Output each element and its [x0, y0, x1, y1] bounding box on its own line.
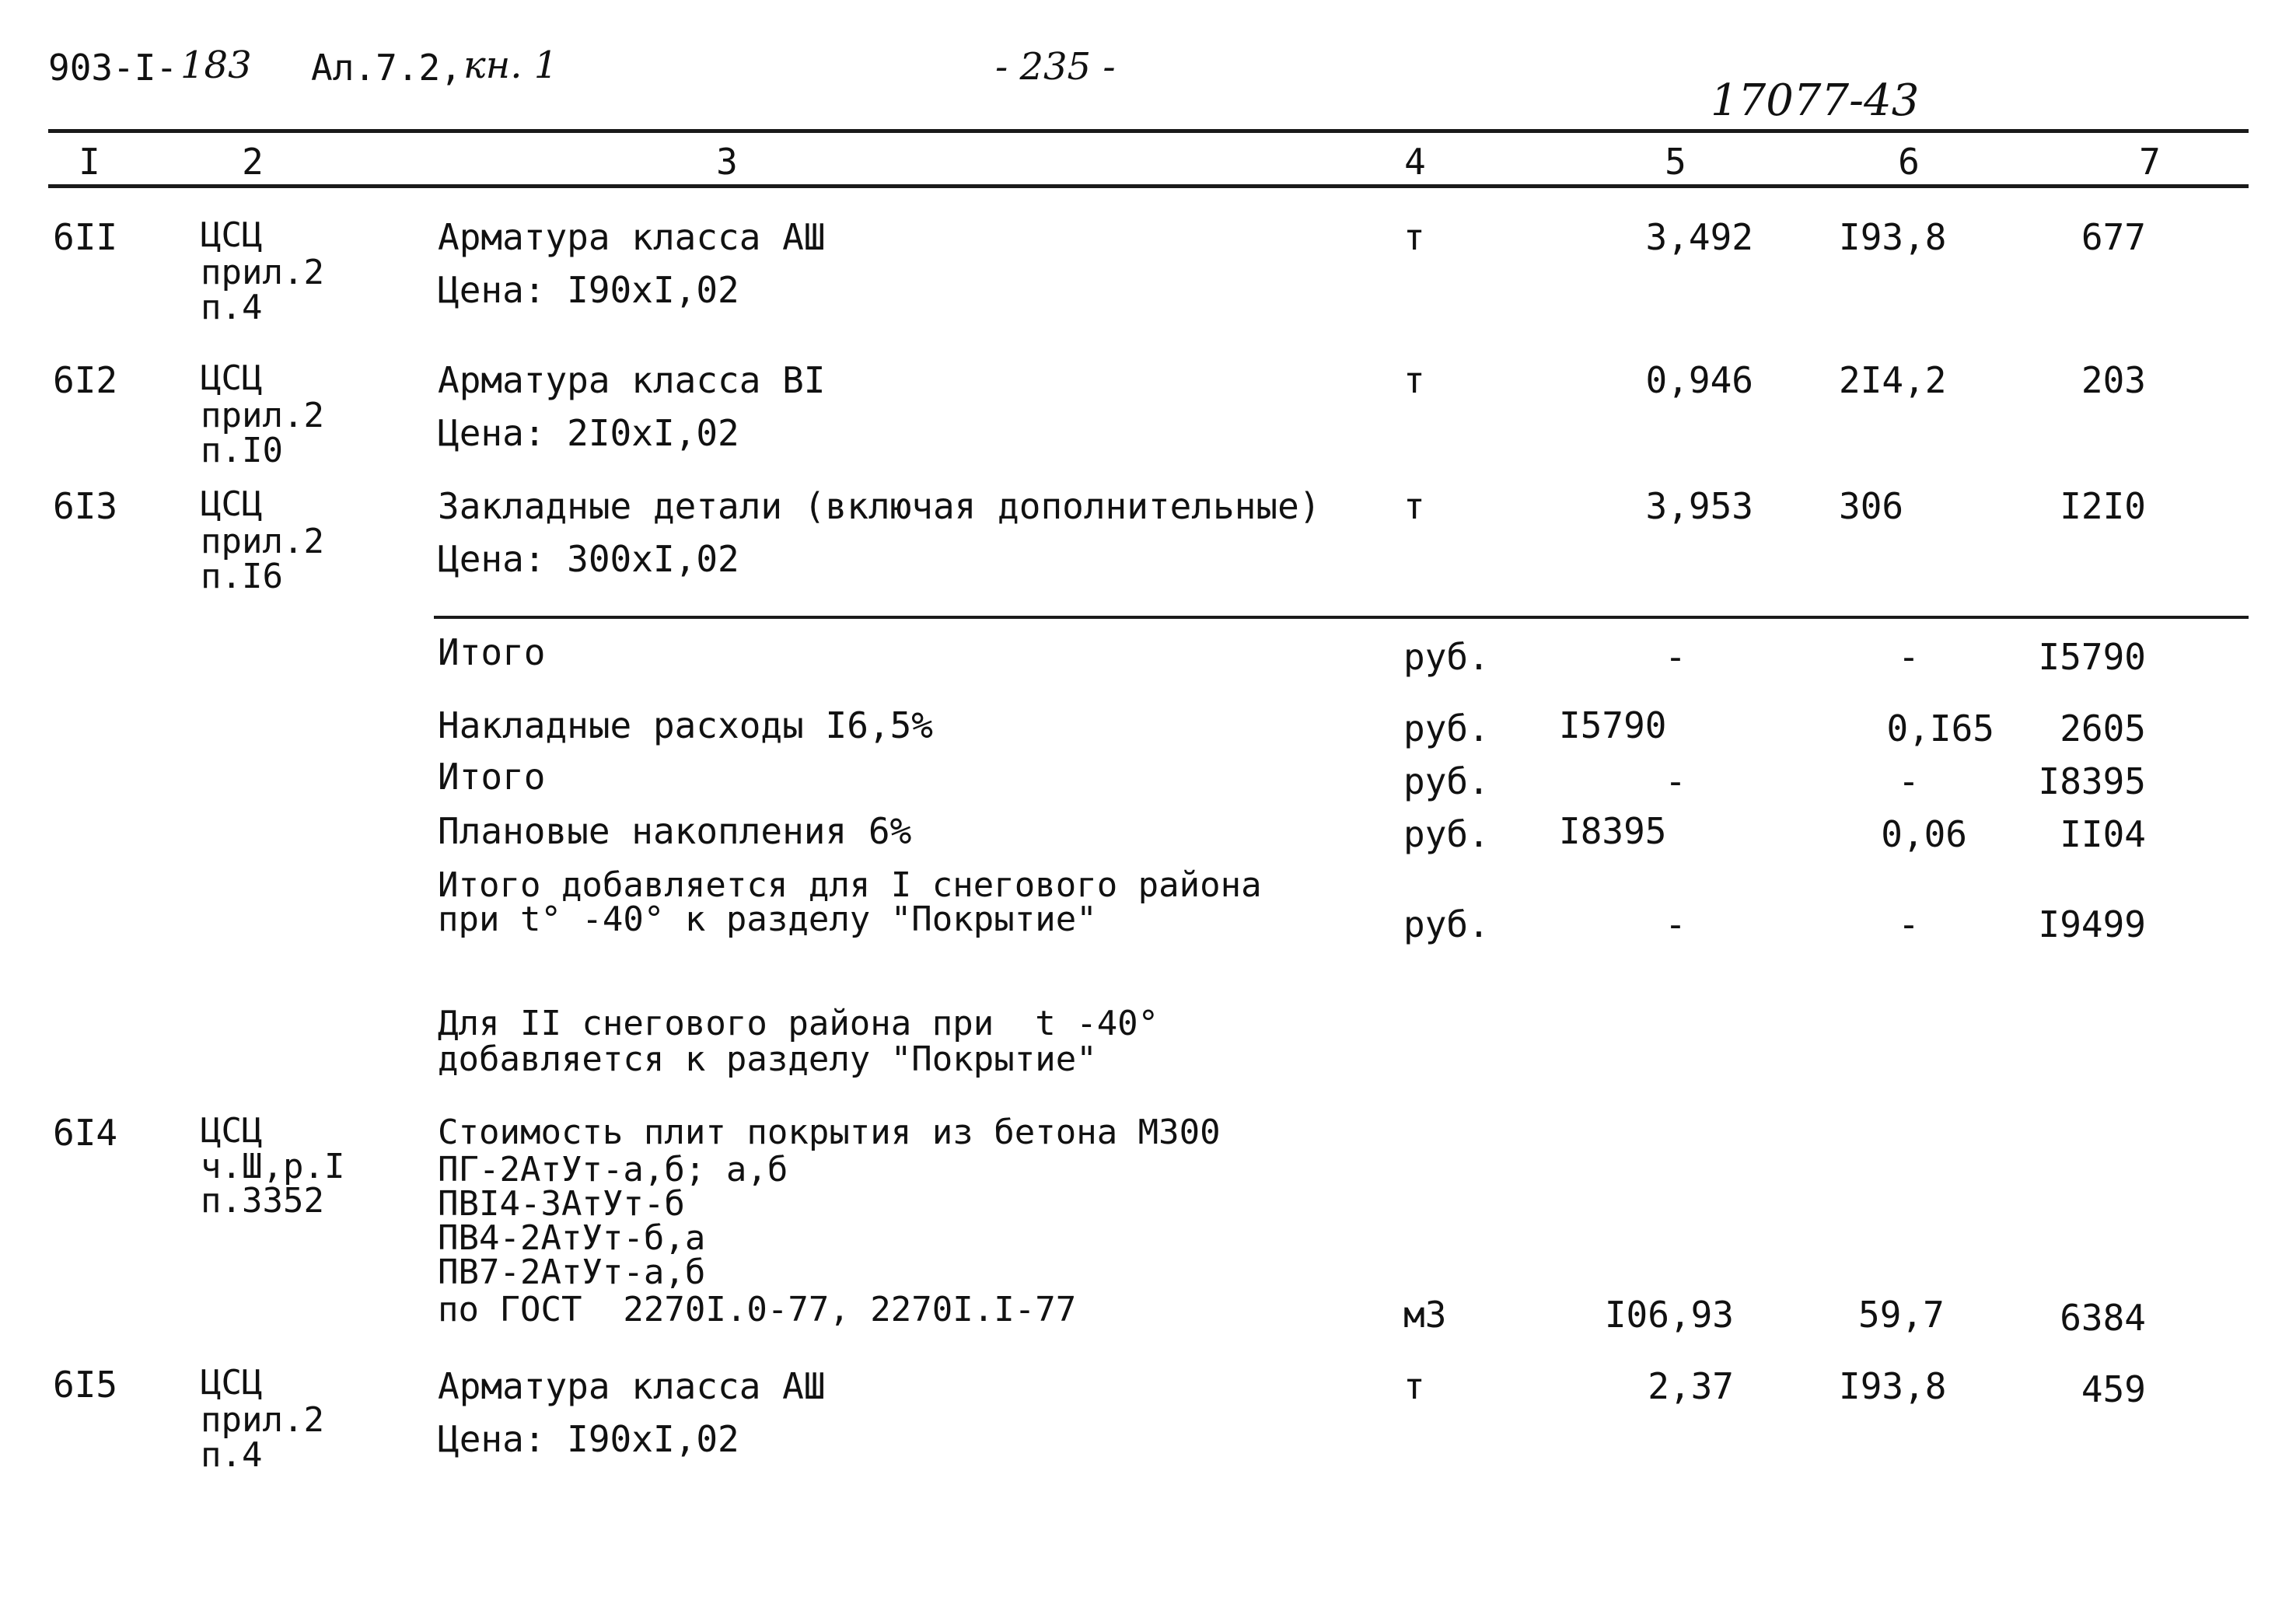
unit: м3 — [1403, 1294, 1447, 1336]
summary-unit: руб. — [1403, 636, 1490, 678]
source-ref-line: ЦСЦ — [201, 1363, 263, 1403]
quantity: 3,492 — [1645, 216, 1753, 258]
table-top-rule — [48, 129, 2249, 133]
item-description-line: ПВ4-2АтУт-б,а — [438, 1218, 706, 1258]
source-ref-line: п.I0 — [201, 431, 283, 470]
summary-unit: руб. — [1403, 813, 1490, 855]
source-ref-line: прил.2 — [201, 396, 324, 435]
total: 459 — [2081, 1368, 2146, 1410]
summary-total: I5790 — [2038, 636, 2146, 678]
album-ref: Ал.7.2, — [311, 47, 462, 89]
source-ref-line: п.3352 — [201, 1181, 324, 1221]
total: 6384 — [2060, 1297, 2146, 1339]
summary-label: Накладные расходы I6,5% — [438, 704, 933, 746]
item-description-line: Стоимость плит покрытия из бетона М300 — [438, 1113, 1221, 1152]
summary-total: 2605 — [2060, 707, 2146, 749]
unit: т — [1403, 359, 1425, 401]
item-description-line: ПГ-2АтУт-а,б; а,б — [438, 1150, 788, 1190]
unit-price: 2I4,2 — [1839, 359, 1947, 401]
column-header-5: 5 — [1665, 141, 1686, 183]
total: 677 — [2081, 216, 2146, 258]
summary-label-line: при t° -40° к разделу "Покрытие" — [438, 900, 1097, 939]
total: I2I0 — [2060, 485, 2146, 527]
row-number: 6I5 — [53, 1364, 118, 1406]
unit-price: I93,8 — [1839, 216, 1947, 258]
summary-base: - — [1665, 903, 1686, 945]
source-ref-line: прил.2 — [201, 1400, 324, 1440]
snow-region-note-line: добавляется к разделу "Покрытие" — [438, 1039, 1097, 1079]
quantity: 2,37 — [1648, 1365, 1734, 1407]
quantity: 0,946 — [1645, 359, 1753, 401]
item-description-line: ПВ7-2АтУт-а,б — [438, 1252, 706, 1292]
summary-coef: 0,06 — [1881, 813, 1967, 855]
source-ref-line: прил.2 — [201, 253, 324, 292]
summary-coef: 0,I65 — [1886, 707, 1994, 749]
snow-region-note-line: Для II снегового района при t -40° — [438, 1004, 1159, 1043]
summary-coef: - — [1898, 636, 1920, 678]
source-ref-line: ЦСЦ — [201, 358, 263, 398]
source-ref-line: ЦСЦ — [201, 1111, 263, 1151]
item-price-note: Цена: 2I0xI,02 — [438, 412, 739, 454]
item-price-note: Цена: I90xI,02 — [438, 1418, 739, 1460]
row-number: 6I2 — [53, 359, 118, 401]
column-header-7: 7 — [2139, 141, 2161, 183]
column-header-2: 2 — [242, 141, 264, 183]
summary-coef: - — [1898, 903, 1920, 945]
summary-label: Плановые накопления 6% — [438, 810, 912, 852]
doc-code: 903-I- — [48, 47, 178, 89]
inventory-number: 17077-43 — [1711, 75, 1920, 126]
summary-label: Итого — [438, 631, 546, 673]
summary-base: I8395 — [1559, 810, 1667, 852]
column-header-6: 6 — [1898, 141, 1920, 183]
item-description: Арматура класса АШ — [438, 216, 826, 258]
item-price-note: Цена: 300xI,02 — [438, 538, 739, 580]
unit: т — [1403, 216, 1425, 258]
summary-base: I5790 — [1559, 704, 1667, 746]
summary-base: - — [1665, 636, 1686, 678]
summary-unit: руб. — [1403, 707, 1490, 749]
item-description: Закладные детали (включая дополнительные) — [438, 485, 1321, 527]
quantity: 3,953 — [1645, 485, 1753, 527]
book-handwritten: кн. 1 — [463, 44, 558, 87]
item-price-note: Цена: I90xI,02 — [438, 269, 739, 311]
summary-label: Итого — [438, 756, 546, 798]
column-header-3: 3 — [716, 141, 738, 183]
row-number: 6II — [53, 216, 118, 258]
item-description: Арматура класса ВI — [438, 359, 826, 401]
source-ref-line: прил.2 — [201, 522, 324, 561]
quantity: I06,93 — [1604, 1294, 1734, 1336]
page-number: - 235 - — [995, 45, 1116, 89]
summary-label-line: Итого добавляется для I снегового района — [438, 865, 1262, 905]
column-header-1: I — [79, 141, 100, 183]
total: 203 — [2081, 359, 2146, 401]
source-ref-line: ЦСЦ — [201, 215, 263, 255]
unit-price: 306 — [1839, 485, 1904, 527]
item-description-line: по ГОСТ 2270I.0-77, 2270I.I-77 — [438, 1290, 1077, 1329]
item-description-line: ПВI4-3АтУт-б — [438, 1184, 685, 1224]
source-ref-line: п.4 — [201, 288, 263, 327]
unit-price: 59,7 — [1858, 1294, 1945, 1336]
source-ref-line: ч.Ш,р.I — [201, 1147, 345, 1186]
source-ref-line: п.4 — [201, 1435, 263, 1475]
subtotal-rule — [434, 616, 2249, 619]
summary-unit: руб. — [1403, 760, 1490, 802]
item-description: Арматура класса АШ — [438, 1365, 826, 1407]
table-header-rule — [48, 184, 2249, 188]
source-ref-line: п.I6 — [201, 557, 283, 596]
doc-code-handwritten: 183 — [180, 44, 252, 87]
unit: т — [1403, 485, 1425, 527]
summary-total: II04 — [2060, 813, 2146, 855]
row-number: 6I3 — [53, 485, 118, 527]
source-ref-line: ЦСЦ — [201, 484, 263, 524]
summary-total: I9499 — [2038, 903, 2146, 945]
summary-total: I8395 — [2038, 760, 2146, 802]
unit-price: I93,8 — [1839, 1365, 1947, 1407]
row-number: 6I4 — [53, 1112, 118, 1154]
summary-base: - — [1665, 760, 1686, 802]
unit: т — [1403, 1365, 1425, 1407]
summary-coef: - — [1898, 760, 1920, 802]
column-header-4: 4 — [1404, 141, 1426, 183]
summary-unit: руб. — [1403, 903, 1490, 945]
